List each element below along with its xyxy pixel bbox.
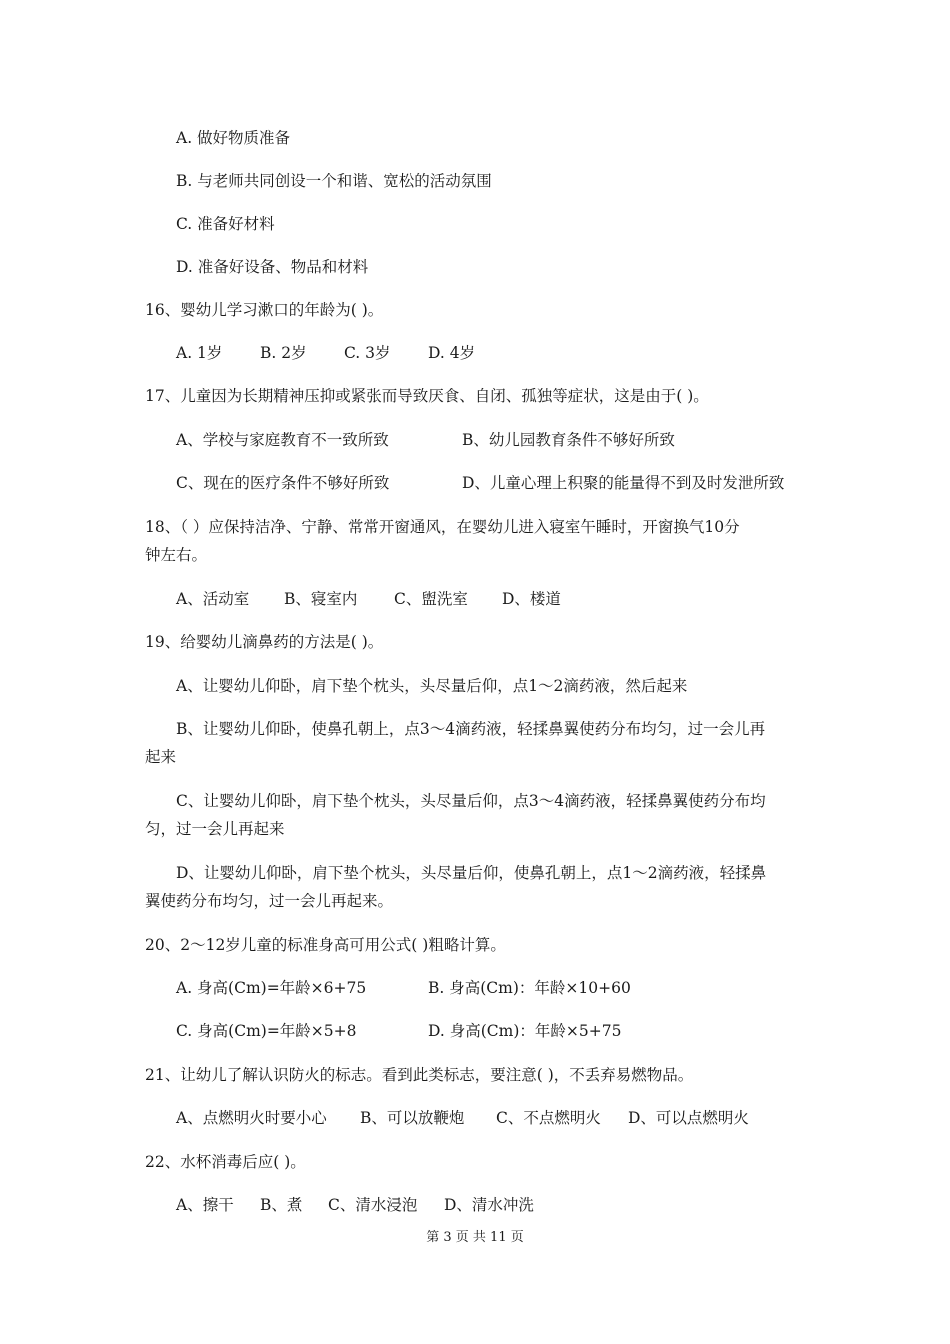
q20-option-d: D. 身高(Cm)：年龄×5+75 [428, 1022, 622, 1040]
q19-option-c-line2: 匀，过一会儿再起来 [145, 820, 285, 838]
q15-option-a: A. 做好物质准备 [176, 129, 291, 147]
q19-option-b-line1: B、让婴幼儿仰卧，使鼻孔朝上，点3～4滴药液，轻揉鼻翼使药分布均匀，过一会儿再 [176, 720, 766, 738]
q22-stem: 22、水杯消毒后应( )。 [145, 1153, 306, 1171]
q19-option-c-line1: C、让婴幼儿仰卧，肩下垫个枕头，头尽量后仰，点3～4滴药液，轻揉鼻翼使药分布均 [176, 792, 766, 810]
q18-option-c: C、盥洗室 [394, 590, 468, 608]
q19-option-a: A、让婴幼儿仰卧，肩下垫个枕头，头尽量后仰，点1～2滴药液，然后起来 [176, 677, 688, 695]
q21-option-a: A、点燃明火时要小心 [176, 1109, 327, 1127]
q19-stem: 19、给婴幼儿滴鼻药的方法是( )。 [145, 633, 384, 651]
q22-option-a: A、擦干 [176, 1196, 234, 1214]
q21-option-b: B、可以放鞭炮 [360, 1109, 465, 1127]
q21-stem: 21、让幼儿了解认识防火的标志。看到此类标志，要注意( )，不丢弃易燃物品。 [145, 1066, 694, 1084]
q17-option-a: A、学校与家庭教育不一致所致 [176, 431, 389, 449]
q16-stem: 16、婴幼儿学习漱口的年龄为( )。 [145, 301, 384, 319]
q18-option-b: B、寝室内 [284, 590, 358, 608]
q18-stem-line2: 钟左右。 [145, 546, 208, 564]
q15-option-d: D. 准备好设备、物品和材料 [176, 258, 369, 276]
q15-option-b: B. 与老师共同创设一个和谐、宽松的活动氛围 [176, 172, 492, 190]
q20-option-b: B. 身高(Cm)：年龄×10+60 [428, 979, 631, 997]
q19-option-d-line1: D、让婴幼儿仰卧，肩下垫个枕头，头尽量后仰，使鼻孔朝上，点1～2滴药液，轻揉鼻 [176, 864, 767, 882]
q21-option-c: C、不点燃明火 [496, 1109, 601, 1127]
q20-option-c: C. 身高(Cm)=年龄×5+8 [176, 1022, 357, 1040]
q18-stem-line1: 18、（ ）应保持洁净、宁静、常常开窗通风，在婴幼儿进入寝室午睡时，开窗换气10分 [145, 518, 740, 536]
q18-option-d: D、楼道 [502, 590, 561, 608]
q16-option-b: B. 2岁 [260, 344, 307, 362]
q17-option-b: B、幼儿园教育条件不够好所致 [462, 431, 675, 449]
q17-option-d: D、儿童心理上积聚的能量得不到及时发泄所致 [462, 474, 785, 492]
q17-stem: 17、儿童因为长期精神压抑或紧张而导致厌食、自闭、孤独等症状，这是由于( )。 [145, 387, 709, 405]
q15-option-c: C. 准备好材料 [176, 215, 275, 233]
q16-option-d: D. 4岁 [428, 344, 476, 362]
q20-option-a: A. 身高(Cm)=年龄×6+75 [176, 979, 367, 997]
q19-option-d-line2: 翼使药分布均匀，过一会儿再起来。 [145, 892, 394, 910]
q17-option-c: C、现在的医疗条件不够好所致 [176, 474, 390, 492]
page-footer: 第 3 页 共 11 页 [426, 1230, 524, 1245]
q16-option-a: A. 1岁 [176, 344, 223, 362]
q18-option-a: A、活动室 [176, 590, 250, 608]
q19-option-b-line2: 起来 [145, 748, 177, 766]
q16-option-c: C. 3岁 [344, 344, 391, 362]
q21-option-d: D、可以点燃明火 [628, 1109, 749, 1127]
q22-option-d: D、清水冲洗 [444, 1196, 534, 1214]
q22-option-b: B、煮 [260, 1196, 303, 1214]
q20-stem: 20、2～12岁儿童的标准身高可用公式( )粗略计算。 [145, 936, 506, 954]
q22-option-c: C、清水浸泡 [328, 1196, 418, 1214]
